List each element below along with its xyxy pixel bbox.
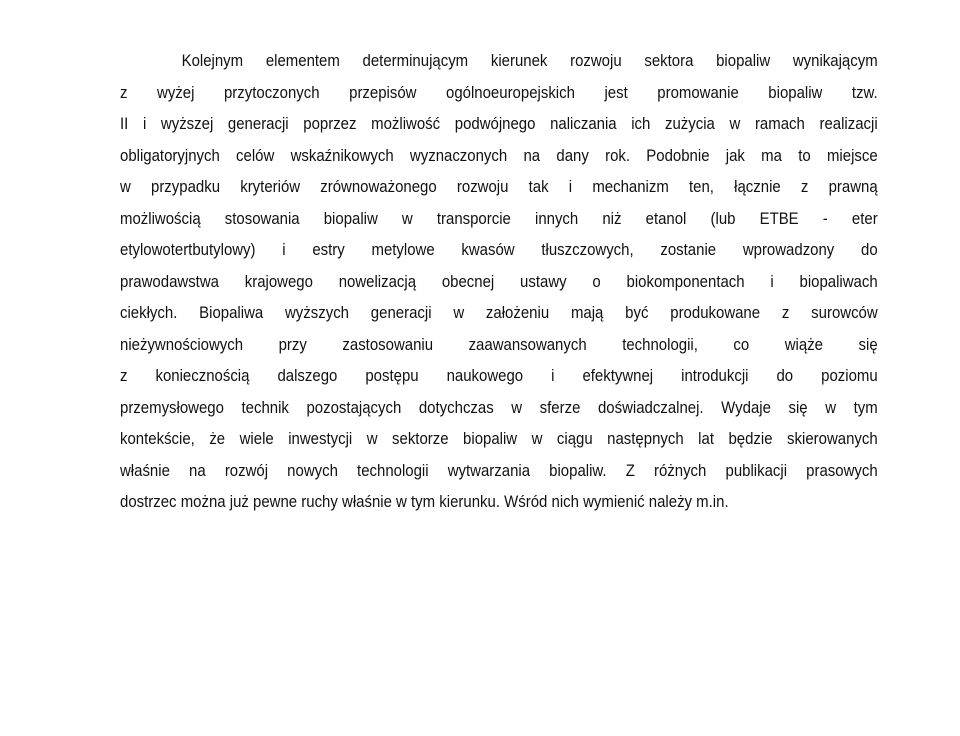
paragraph-line: dostrzec można już pewne ruchy właśnie w tym kierunku. Wśród nich wymienić należy m.in. (120, 492, 729, 511)
paragraph-line: etylowotertbutylowy) i estry metylowe kwasów tłuszczowych, zostanie wprowadzony do (120, 240, 878, 259)
paragraph-line: przemysłowego technik pozostających dotychczas w sferze doświadczalnej. Wydaje się w tym (120, 397, 878, 417)
paragraph-line: kontekście, że wiele inwestycji w sektorze biopaliw w ciągu następnych lat będzie skierowanych (120, 429, 878, 448)
paragraph-line: właśnie na rozwój nowych technologii wytwarzania biopaliw. Z różnych publikacji prasowych (120, 460, 878, 480)
paragraph-line: z koniecznością dalszego postępu naukowego i efektywnej introdukcji do poziomu (120, 366, 878, 385)
paragraph-line: II i wyższej generacji poprzez możliwość podwójnego naliczania ich zużycia w ramach realizacji (120, 114, 878, 133)
paragraph-line: z wyżej przytoczonych przepisów ogólnoeuropejskich jest promowanie biopaliw tzw. (120, 82, 878, 102)
paragraph-line: prawodawstwa krajowego nowelizacją obecnej ustawy o biokomponentach i biopaliwach (120, 271, 878, 291)
paragraph-line: ciekłych. Biopaliwa wyższych generacji w założeniu mają być produkowane z surowców (120, 303, 878, 322)
paragraph-line: obligatoryjnych celów wskaźnikowych wyznaczonych na dany rok. Podobnie jak ma to miejsce (120, 145, 878, 165)
paragraph-line: Kolejnym elementem determinującym kierunek rozwoju sektora biopaliw wynikającym (181, 51, 878, 70)
paragraph-line: nieżywnościowych przy zastosowaniu zaawansowanych technologii, co wiąże się (120, 334, 878, 354)
body-paragraph (120, 45, 878, 518)
paragraph-line: możliwością stosowania biopaliw w transporcie innych niż etanol (lub ETBE - eter (120, 208, 878, 228)
paragraph-line: w przypadku kryteriów zrównoważonego rozwoju tak i mechanizm ten, łącznie z prawną (120, 177, 878, 196)
